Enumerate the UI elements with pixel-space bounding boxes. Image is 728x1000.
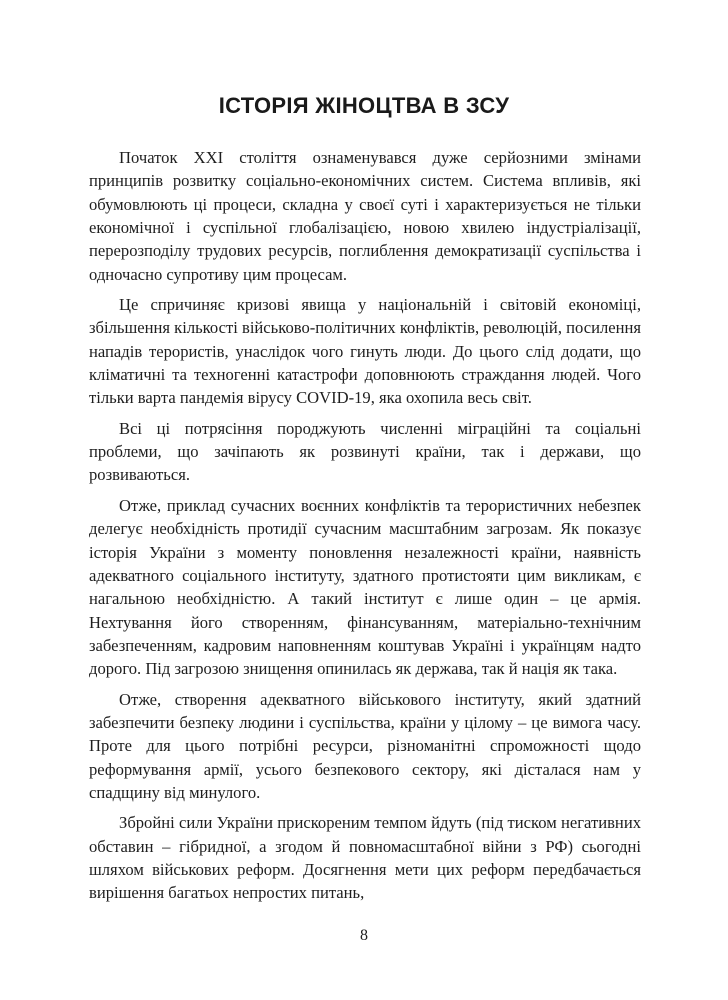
paragraph: Початок XXI століття ознаменувався дуже серйозними змінами принципів розвитку соціально-економічних систем. Система впливів, які обумовлюють ці процеси, складна у своєї суті і характеризується не тільки економічної і суспільної глобалізацією, новою хвилею індустріалізації, перерозподілу трудових ресурсів, поглиблення демократизації суспільства і одночасно супротиву цим процесам. bbox=[89, 148, 641, 284]
page-title: ІСТОРІЯ ЖІНОЦТВА В ЗСУ bbox=[218, 93, 510, 118]
paragraph: Це спричиняє кризові явища у національній і світовій економіці, збільшення кількості військово-політичних конфліктів, революцій, посилення нападів терористів, унаслідок чого гинуть люди. До цього слід додати, що кліматичні та техногенні катастрофи доповнюють страждання людей. Чого тільки варта пандемія вірусу COVID-19, яка охопила весь світ. bbox=[89, 295, 641, 408]
paragraph: Збройні сили України прискореним темпом йдуть (під тиском негативних обставин – гібридної, а згодом й повномасштабної війни з РФ) сьогодні шляхом військових реформ. Досягнення мети цих реформ передбачається вирішення багатьох непростих питань, bbox=[89, 813, 641, 903]
body-text bbox=[89, 146, 641, 912]
paragraph: Всі ці потрясіння породжують численні міграційні та соціальні проблеми, що зачіпають як розвинуті країни, так і держави, що розвиваються. bbox=[89, 418, 641, 485]
paragraph: Отже, створення адекватного військового інституту, який здатний забезпечити безпеку людини і суспільства, країни у цілому – це вимога часу. Проте для цього потрібні ресурси, різноманітні спроможності щодо реформування армії, усього безпекового сектору, які дісталася нам у спадщину від минулого. bbox=[89, 689, 641, 802]
paragraph: Отже, приклад сучасних воєнних конфліктів та терористичних небезпек делегує необхідність протидії сучасним масштабним загрозам. Як показує історія України з моменту поновлення незалежності країни, наявність адекватного соціального інституту, здатного протистояти цим викликам, є нагальною необхідністю. А такий інститут є лише один – це армія. Нехтування його створенням, фінансуванням, матеріально-технічним забезпеченням, кадровим наповненням коштував Україні і українцям надто дорого. Під загрозою знищення опинилась як держава, так й нація як така. bbox=[89, 495, 641, 679]
page-number: 8 bbox=[360, 927, 368, 944]
